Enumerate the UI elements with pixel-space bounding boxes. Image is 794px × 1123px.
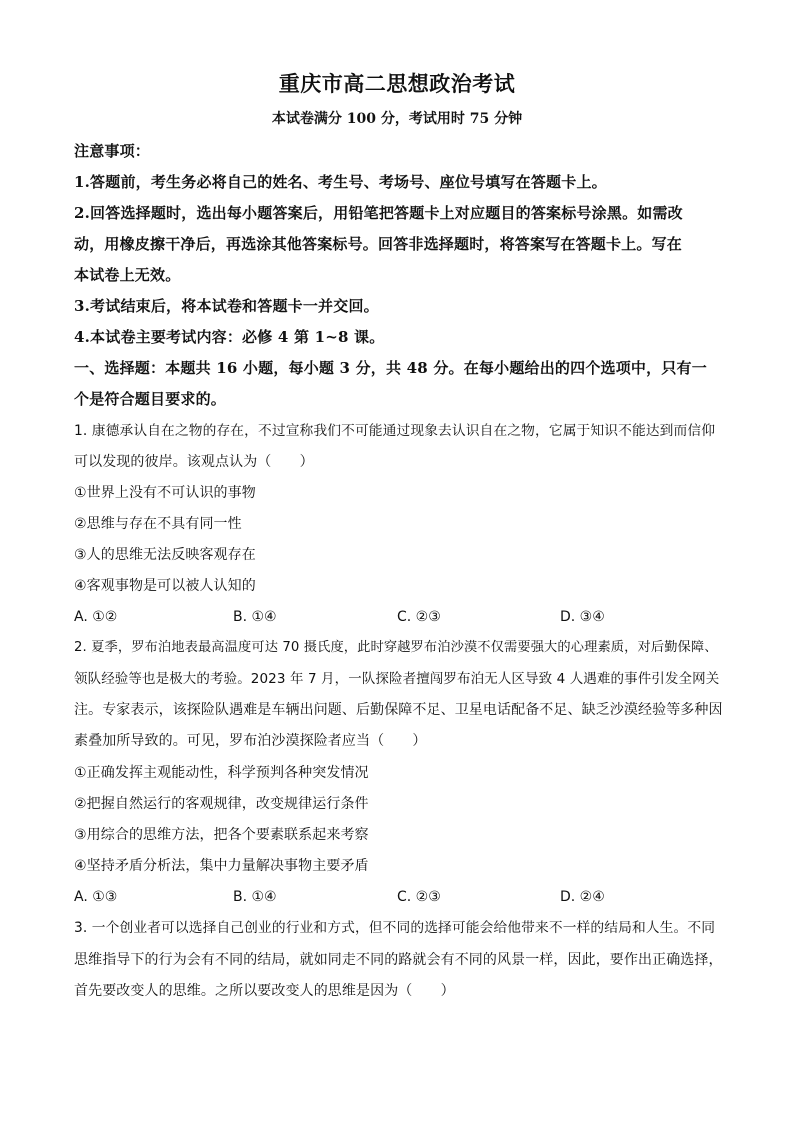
notice-heading: 注意事项： bbox=[74, 142, 151, 160]
option-d: D. ②④ bbox=[560, 889, 605, 905]
question-statement: ①世界上没有不可认识的事物 bbox=[74, 485, 256, 501]
question-statement: ③用综合的思维方法，把各个要素联系起来考察 bbox=[74, 827, 369, 843]
page-title: 重庆市高二思想政治考试 bbox=[278, 71, 516, 96]
question-statement: ④坚持矛盾分析法，集中力量解决事物主要矛盾 bbox=[74, 858, 369, 874]
question-stem: 2. 夏季，罗布泊地表最高温度可达 70 摄氏度，此时穿越罗布泊沙漠不仅需要强大的心理素质，对后勤保障、 bbox=[74, 640, 718, 655]
notice-line: 3.考试结束后，将本试卷和答题卡一并交回。 bbox=[74, 297, 379, 315]
answer-options bbox=[74, 887, 724, 907]
question-statement: ③人的思维无法反映客观存在 bbox=[74, 547, 256, 563]
option-a: A. ①③ bbox=[74, 889, 118, 905]
question-stem: 1. 康德承认自在之物的存在，不过宣称我们不可能通过现象去认识自在之物，它属于知识不能达到而信仰 bbox=[74, 423, 716, 439]
option-d: D. ③④ bbox=[560, 609, 605, 625]
exam-info: 本试卷满分 100 分，考试用时 75 分钟 bbox=[271, 111, 523, 127]
question-stem: 可以发现的彼岸。该观点认为（ ） bbox=[74, 454, 314, 470]
notice-line: 动，用橡皮擦干净后，再选涂其他答案标号。回答非选择题时，将答案写在答题卡上。写在 bbox=[74, 235, 683, 253]
notice-line: 1.答题前，考生务必将自己的姓名、考生号、考场号、座位号填写在答题卡上。 bbox=[74, 173, 607, 191]
question-statement: ②思维与存在不具有同一性 bbox=[74, 516, 242, 532]
question-stem: 注。专家表示，该探险队遇难是车辆出问题、后勤保障不足、卫星电话配备不足、缺乏沙漠经验等多种因 bbox=[74, 702, 723, 718]
option-c: C. ②③ bbox=[397, 889, 441, 905]
question-stem: 素叠加所导致的。可见，罗布泊沙漠探险者应当（ ） bbox=[74, 733, 427, 749]
notice-line: 本试卷上无效。 bbox=[74, 266, 181, 284]
option-a: A. ①② bbox=[74, 609, 118, 625]
question-stem: 首先要改变人的思维。之所以要改变人的思维是因为（ ） bbox=[74, 983, 455, 999]
option-b: B. ①④ bbox=[233, 609, 277, 625]
answer-options bbox=[74, 607, 724, 627]
section-heading: 一、选择题：本题共 16 小题，每小题 3 分，共 48 分。在每小题给出的四个选项中，只有一 bbox=[74, 359, 707, 377]
question-stem: 思维指导下的行为会有不同的结局，就如同走不同的路就会有不同的风景一样，因此，要作出正确选择， bbox=[74, 952, 723, 968]
question-stem: 领队经验等也是极大的考验。2023 年 7 月，一队探险者擅闯罗布泊无人区导致 4 人遇难的事件引发全网关 bbox=[74, 671, 720, 687]
option-c: C. ②③ bbox=[397, 609, 441, 625]
option-b: B. ①④ bbox=[233, 889, 277, 905]
question-statement: ②把握自然运行的客观规律，改变规律运行条件 bbox=[74, 796, 369, 812]
question-stem: 3. 一个创业者可以选择自己创业的行业和方式，但不同的选择可能会给他带来不一样的结局和人生。不同 bbox=[74, 920, 716, 936]
notice-line: 4.本试卷主要考试内容：必修 4 第 1~8 课。 bbox=[74, 328, 385, 346]
question-statement: ①正确发挥主观能动性，科学预判各种突发情况 bbox=[74, 765, 369, 781]
notice-line: 2.回答选择题时，选出每小题答案后，用铅笔把答题卡上对应题目的答案标号涂黑。如需改 bbox=[74, 204, 683, 222]
section-heading: 个是符合题目要求的。 bbox=[74, 390, 227, 408]
question-statement: ④客观事物是可以被人认知的 bbox=[74, 578, 256, 594]
